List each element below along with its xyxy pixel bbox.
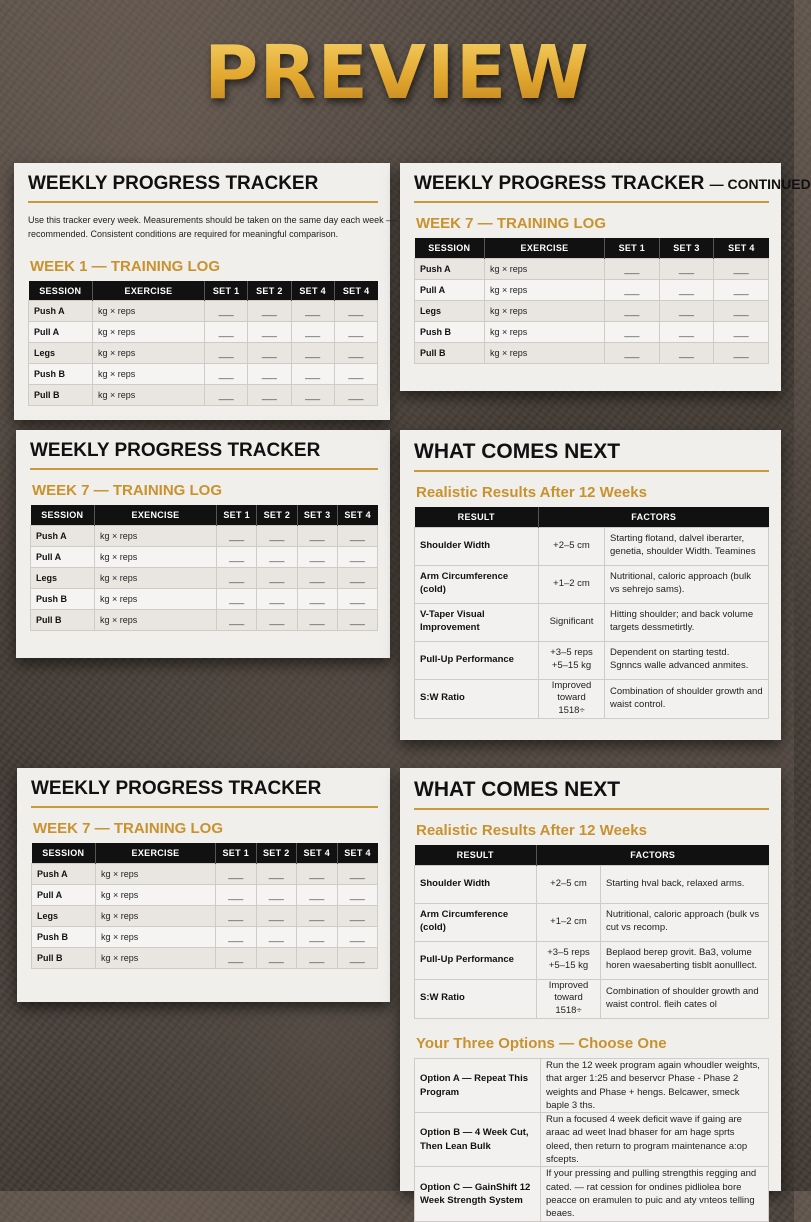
set-blank[interactable]: ___ [337, 546, 377, 567]
set-blank[interactable]: ___ [291, 343, 334, 364]
table-row [415, 641, 769, 679]
training-log-table [414, 238, 769, 364]
card-week7-tracker [16, 430, 390, 658]
col-header: SET 4 [337, 505, 377, 525]
factors-cell: Hitting shoulder; and back volume targets dessmetirtly. [605, 603, 769, 641]
result-cell: S:W Ratio [415, 679, 539, 718]
col-header: EXERCISE [96, 843, 216, 863]
table-row [32, 884, 378, 905]
option-name: Option A — Repeat This Program [415, 1058, 541, 1112]
set-blank[interactable]: ___ [659, 300, 714, 321]
set-blank[interactable]: ___ [297, 947, 338, 968]
exercise-cell: kg × reps [93, 301, 205, 322]
table-row [415, 321, 769, 342]
exercise-cell: kg × reps [96, 884, 216, 905]
col-header: SESSION [415, 238, 485, 258]
set-blank[interactable]: ___ [659, 321, 714, 342]
set-blank[interactable]: ___ [205, 301, 248, 322]
table-row [29, 364, 378, 385]
value-cell: +3–5 reps +5–15 kg [539, 641, 605, 679]
session-cell: Legs [415, 300, 485, 321]
col-header: SET 4 [337, 843, 378, 863]
table-row [31, 525, 378, 546]
set-blank[interactable]: ___ [256, 926, 297, 947]
factors-cell: Nutritional, caloric approach (bulk vs sehrejo sams). [605, 565, 769, 603]
exercise-cell: kg × reps [95, 567, 217, 588]
set-blank[interactable]: ___ [334, 322, 377, 343]
factors-cell: Nutritional, caloric approach (bulk vs cut vs recomp. [601, 903, 769, 941]
table-row [415, 979, 769, 1018]
exercise-cell: kg × reps [485, 342, 605, 363]
value-cell: +1–2 cm [537, 903, 601, 941]
table-row [415, 603, 769, 641]
session-cell: Pull A [415, 279, 485, 300]
set-blank[interactable]: ___ [205, 364, 248, 385]
set-blank[interactable]: ___ [291, 385, 334, 406]
set-blank[interactable]: ___ [297, 567, 337, 588]
table-row [415, 941, 769, 979]
session-cell: Legs [31, 567, 95, 588]
set-blank[interactable]: ___ [337, 947, 378, 968]
card-subtitle: WEEK 7 — TRAINING LOG [416, 215, 607, 232]
col-header: EXERCISE [93, 281, 205, 301]
table-row [29, 322, 378, 343]
table-row [415, 279, 769, 300]
exercise-cell: kg × reps [95, 609, 217, 630]
card-subtitle: WEEK 7 — TRAINING LOG [32, 482, 223, 499]
set-blank[interactable]: ___ [216, 863, 257, 884]
set-blank[interactable]: ___ [217, 567, 257, 588]
title-suffix: — CONTINUED [709, 176, 811, 192]
set-blank[interactable]: ___ [256, 863, 297, 884]
col-header: SET 1 [205, 281, 248, 301]
set-blank[interactable]: ___ [659, 279, 714, 300]
card-week7-continued [400, 163, 811, 391]
card-title [414, 173, 811, 203]
col-header: SET 4 [297, 843, 338, 863]
set-blank[interactable]: ___ [337, 905, 378, 926]
session-cell: Push B [415, 321, 485, 342]
options-title: Your Three Options — Choose One [416, 1034, 667, 1052]
factors-cell: Combination of shoulder growth and waist control. [605, 679, 769, 718]
result-cell: Arm Circumference (cold) [415, 565, 539, 603]
option-row [415, 1113, 769, 1167]
set-blank[interactable]: ___ [605, 321, 660, 342]
col-header: SESSION [29, 281, 93, 301]
col-header: SET 4 [714, 238, 769, 258]
exercise-cell: kg × reps [96, 926, 216, 947]
session-cell: Push A [415, 258, 485, 279]
card-subtitle: WEEK 7 — TRAINING LOG [33, 820, 224, 837]
set-blank[interactable]: ___ [256, 884, 297, 905]
exercise-cell: kg × reps [485, 258, 605, 279]
col-header: SESSION [31, 505, 95, 525]
col-header: EXERCISE [485, 238, 605, 258]
set-blank[interactable]: ___ [216, 884, 257, 905]
set-blank[interactable]: ___ [334, 343, 377, 364]
value-cell: Improved toward 1518÷ [537, 979, 601, 1018]
set-blank[interactable]: ___ [337, 609, 377, 630]
exercise-cell: kg × reps [93, 322, 205, 343]
set-blank[interactable]: ___ [291, 322, 334, 343]
card-title: WEEKLY PROGRESS TRACKER [28, 173, 378, 203]
set-blank[interactable]: ___ [714, 321, 769, 342]
option-text: Run the 12 week program again whoudler weights, that arger 1:25 and beservcr Phase - Phase 2 weights and Phase + hengs. Belcawer, smeck baple 3 ths. [541, 1058, 769, 1112]
set-blank[interactable]: ___ [257, 525, 297, 546]
table-row [415, 342, 769, 363]
exercise-cell: kg × reps [95, 546, 217, 567]
exercise-cell: kg × reps [93, 385, 205, 406]
table-row [415, 258, 769, 279]
card-week7-tracker-2 [17, 768, 390, 1002]
col-header: SESSION [32, 843, 96, 863]
exercise-cell: kg × reps [96, 863, 216, 884]
set-blank[interactable]: ___ [714, 342, 769, 363]
set-blank[interactable]: ___ [248, 322, 291, 343]
result-cell: Pull-Up Performance [415, 941, 537, 979]
exercise-cell: kg × reps [485, 279, 605, 300]
col-header: SET 1 [605, 238, 660, 258]
session-cell: Push B [32, 926, 96, 947]
option-name: Option C — GainShift 12 Week Strength System [415, 1167, 541, 1221]
card-subtitle: Realistic Results After 12 Weeks [416, 484, 647, 501]
option-text: Run a focused 4 week deficit wave if gaing are araac ad weet lnad bhaser for am hage sprts oleed, then return to program maintenance a:op sfcepts. [541, 1113, 769, 1167]
card-title: WEEKLY PROGRESS TRACKER [31, 778, 378, 808]
col-header-factors: FACTORS [537, 845, 769, 865]
session-cell: Push B [31, 588, 95, 609]
table-row [31, 588, 378, 609]
session-cell: Pull B [415, 342, 485, 363]
session-cell: Legs [32, 905, 96, 926]
factors-cell: Dependent on starting testd. Sgnncs walle advanced anmites. [605, 641, 769, 679]
table-row [31, 567, 378, 588]
set-blank[interactable]: ___ [217, 525, 257, 546]
option-name: Option B — 4 Week Cut, Then Lean Bulk [415, 1113, 541, 1167]
session-cell: Push A [32, 863, 96, 884]
set-blank[interactable]: ___ [205, 343, 248, 364]
col-header: EXENCISE [95, 505, 217, 525]
training-log-table [30, 505, 378, 631]
intro-line-2: recommended. Consistent conditions are required for meaningful comparison. [28, 229, 339, 240]
title-text: WEEKLY PROGRESS TRACKER [414, 173, 705, 194]
intro-line-1: Use this tracker every week. Measurements should be taken on the same day each week — [28, 215, 396, 225]
set-blank[interactable]: ___ [248, 343, 291, 364]
results-table [414, 845, 769, 1019]
card-title: WHAT COMES NEXT [414, 778, 769, 810]
set-blank[interactable]: ___ [297, 926, 338, 947]
exercise-cell: kg × reps [96, 947, 216, 968]
value-cell: +1–2 cm [539, 565, 605, 603]
set-blank[interactable]: ___ [605, 258, 660, 279]
table-row [415, 300, 769, 321]
exercise-cell: kg × reps [93, 364, 205, 385]
set-blank[interactable]: ___ [337, 926, 378, 947]
result-cell: S:W Ratio [415, 979, 537, 1018]
set-blank[interactable]: ___ [257, 546, 297, 567]
set-blank[interactable]: ___ [337, 525, 377, 546]
set-blank[interactable]: ___ [216, 905, 257, 926]
set-blank[interactable]: ___ [297, 609, 337, 630]
card-title: WEEKLY PROGRESS TRACKER [30, 440, 378, 470]
set-blank[interactable]: ___ [257, 567, 297, 588]
set-blank[interactable]: ___ [248, 364, 291, 385]
option-text: If your pressing and pulling strengthis regging and cated. — rat cession for ondines pidliolea bore peacce on eramulen to puic and aty vnteos telling beaes. [541, 1167, 769, 1221]
session-cell: Pull A [32, 884, 96, 905]
factors-cell: Beplaod berep grovit. Ba3, volume horen waesaberting tisblt aonulllect. [601, 941, 769, 979]
set-blank[interactable]: ___ [605, 342, 660, 363]
set-blank[interactable]: ___ [256, 905, 297, 926]
set-blank[interactable]: ___ [248, 301, 291, 322]
set-blank[interactable]: ___ [334, 301, 377, 322]
result-cell: Shoulder Width [415, 527, 539, 565]
value-cell: Improved toward 1518÷ [539, 679, 605, 718]
value-cell: +2–5 cm [537, 865, 601, 903]
table-row [31, 609, 378, 630]
preview-title: PREVIEW [0, 30, 794, 116]
table-row [31, 546, 378, 567]
value-cell: +3–5 reps +5–15 kg [537, 941, 601, 979]
col-header: SET 2 [257, 505, 297, 525]
set-blank[interactable]: ___ [297, 905, 338, 926]
set-blank[interactable]: ___ [659, 258, 714, 279]
set-blank[interactable]: ___ [291, 364, 334, 385]
col-header: SET 1 [217, 505, 257, 525]
table-row [32, 863, 378, 884]
col-header: SET 2 [248, 281, 291, 301]
result-cell: V-Taper Visual Improvement [415, 603, 539, 641]
table-row [415, 903, 769, 941]
exercise-cell: kg × reps [485, 300, 605, 321]
set-blank[interactable]: ___ [256, 947, 297, 968]
set-blank[interactable]: ___ [337, 588, 377, 609]
set-blank[interactable]: ___ [714, 279, 769, 300]
result-cell: Pull-Up Performance [415, 641, 539, 679]
factors-cell: Combination of shoulder growth and waist control. fleih cates ol [601, 979, 769, 1018]
set-blank[interactable]: ___ [216, 947, 257, 968]
set-blank[interactable]: ___ [337, 884, 378, 905]
card-what-comes-next-options [400, 768, 781, 1220]
exercise-cell: kg × reps [95, 588, 217, 609]
set-blank[interactable]: ___ [337, 567, 377, 588]
col-header: SET 1 [216, 843, 257, 863]
col-header-factors: FACTORS [539, 507, 769, 527]
table-row [32, 926, 378, 947]
table-row [415, 865, 769, 903]
options-table [414, 1058, 769, 1222]
set-blank[interactable]: ___ [217, 588, 257, 609]
set-blank[interactable]: ___ [291, 301, 334, 322]
training-log-table [31, 843, 378, 969]
value-cell: +2–5 cm [539, 527, 605, 565]
session-cell: Pull A [31, 546, 95, 567]
card-title: WHAT COMES NEXT [414, 440, 769, 472]
session-cell: Push A [29, 301, 93, 322]
option-row [415, 1058, 769, 1112]
card-subtitle: Realistic Results After 12 Weeks [416, 822, 647, 839]
col-header: SET 2 [256, 843, 297, 863]
card-subtitle: WEEK 1 — TRAINING LOG [30, 257, 221, 275]
set-blank[interactable]: ___ [205, 322, 248, 343]
table-row [415, 527, 769, 565]
col-header-result: RESULT [415, 845, 537, 865]
col-header: SET 3 [297, 505, 337, 525]
factors-cell: Starting hval back, relaxed arms. [601, 865, 769, 903]
set-blank[interactable]: ___ [605, 300, 660, 321]
col-header-result: RESULT [415, 507, 539, 527]
set-blank[interactable]: ___ [334, 385, 377, 406]
result-cell: Arm Circumference (cold) [415, 903, 537, 941]
exercise-cell: kg × reps [485, 321, 605, 342]
table-row [29, 301, 378, 322]
set-blank[interactable]: ___ [714, 258, 769, 279]
intro-text [28, 213, 396, 242]
set-blank[interactable]: ___ [659, 342, 714, 363]
training-log-table [28, 281, 378, 407]
set-blank[interactable]: ___ [216, 926, 257, 947]
option-row [415, 1167, 769, 1221]
factors-cell: Starting flotand, dalvel iberarter, genetia, shoulder Width. Teamines [605, 527, 769, 565]
set-blank[interactable]: ___ [297, 863, 338, 884]
session-cell: Pull B [32, 947, 96, 968]
results-table [414, 507, 769, 719]
exercise-cell: kg × reps [93, 343, 205, 364]
set-blank[interactable]: ___ [297, 546, 337, 567]
col-header: SET 3 [659, 238, 714, 258]
set-blank[interactable]: ___ [257, 588, 297, 609]
set-blank[interactable]: ___ [257, 609, 297, 630]
session-cell: Push A [31, 525, 95, 546]
set-blank[interactable]: ___ [297, 884, 338, 905]
result-cell: Shoulder Width [415, 865, 537, 903]
set-blank[interactable]: ___ [334, 364, 377, 385]
table-row [415, 565, 769, 603]
table-row [29, 343, 378, 364]
session-cell: Pull B [29, 385, 93, 406]
set-blank[interactable]: ___ [297, 588, 337, 609]
set-blank[interactable]: ___ [605, 279, 660, 300]
set-blank[interactable]: ___ [205, 385, 248, 406]
session-cell: Legs [29, 343, 93, 364]
session-cell: Pull A [29, 322, 93, 343]
exercise-cell: kg × reps [95, 525, 217, 546]
set-blank[interactable]: ___ [714, 300, 769, 321]
table-row [32, 947, 378, 968]
table-row [29, 385, 378, 406]
card-what-comes-next [400, 430, 781, 740]
value-cell: Significant [539, 603, 605, 641]
set-blank[interactable]: ___ [217, 546, 257, 567]
card-week1-tracker [14, 163, 396, 420]
set-blank[interactable]: ___ [337, 863, 378, 884]
table-row [32, 905, 378, 926]
set-blank[interactable]: ___ [248, 385, 291, 406]
table-row [415, 679, 769, 718]
session-cell: Pull B [31, 609, 95, 630]
session-cell: Push B [29, 364, 93, 385]
set-blank[interactable]: ___ [297, 525, 337, 546]
set-blank[interactable]: ___ [217, 609, 257, 630]
col-header: SET 4 [291, 281, 334, 301]
exercise-cell: kg × reps [96, 905, 216, 926]
col-header: SET 4 [334, 281, 377, 301]
